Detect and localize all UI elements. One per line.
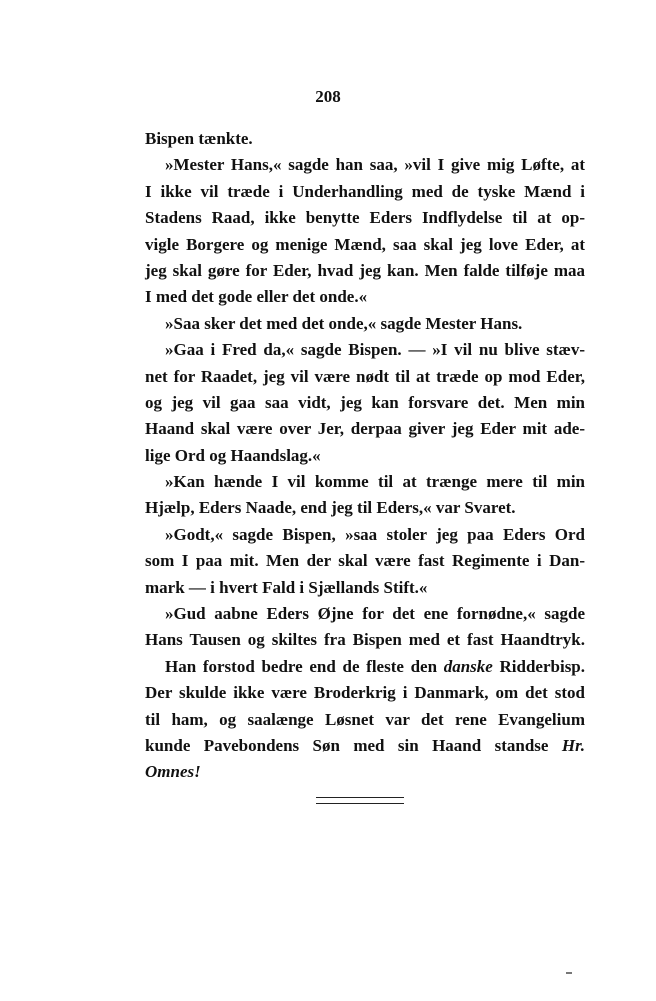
text-line — [145, 416, 585, 442]
text-line-content: som I paa mit. Men der skal være fast Regimente i Dan- — [145, 551, 585, 571]
text-line — [145, 284, 585, 310]
scan-mark — [566, 972, 572, 974]
text-line-italic: danske — [443, 656, 493, 676]
text-line — [145, 627, 585, 653]
text-line — [145, 707, 585, 733]
text-line — [145, 364, 585, 390]
text-line-content: »Kan hænde I vil komme til at trænge mere til min — [165, 472, 585, 492]
text-line-content: Hjælp, Eders Naade, end jeg til Eders,« var Svaret. — [145, 498, 516, 518]
text-line-content: og jeg vil gaa saa vidt, jeg kan forsvare det. Men min — [145, 392, 585, 412]
text-line — [145, 390, 585, 416]
text-line — [145, 232, 585, 258]
text-line-content: »Gud aabne Eders Øjne for det ene fornødne,« sagde — [165, 604, 585, 624]
text-line — [145, 575, 585, 601]
text-line — [145, 654, 585, 680]
page-number: 208 — [315, 87, 341, 106]
text-line-content: Haand skal være over Jer, derpaa giver jeg Eder mit ade- — [145, 419, 585, 439]
text-line — [145, 680, 585, 706]
text-line — [145, 311, 585, 337]
text-line-content: I med det gode eller det onde.« — [145, 287, 368, 307]
text-line — [145, 443, 585, 469]
text-line — [145, 522, 585, 548]
text-line — [145, 733, 585, 759]
text-line-content: lige Ord og Haandslag.« — [145, 445, 321, 465]
text-line-content: Han forstod bedre end de fleste den — [165, 656, 444, 676]
text-line — [145, 337, 585, 363]
text-line-italic: Omnes! — [145, 762, 201, 782]
body-text — [145, 126, 585, 786]
text-line-content: »Mester Hans,« sagde han saa, »vil I give mig Løfte, at — [165, 155, 585, 175]
text-line — [145, 495, 585, 521]
text-line — [145, 179, 585, 205]
text-line — [145, 601, 585, 627]
text-line-content: Der skulde ikke være Broderkrig i Danmark, om det stod — [145, 683, 585, 703]
text-line-italic: Hr. — [561, 735, 585, 755]
text-line-content: Bispen tænkte. — [145, 129, 253, 148]
text-line — [145, 548, 585, 574]
text-line-content: vigle Borgere og menige Mænd, saa skal jeg love Eder, at — [145, 234, 585, 254]
text-line-content: jeg skal gøre for Eder, hvad jeg kan. Men falde tilføje maa — [145, 260, 585, 280]
text-line-content: net for Raadet, jeg vil være nødt til at træde op mod Eder, — [145, 366, 585, 386]
section-divider-ornament — [316, 797, 404, 804]
text-line — [145, 258, 585, 284]
text-line-content: mark — i hvert Fald i Sjællands Stift.« — [145, 577, 428, 597]
text-line-content: Stadens Raad, ikke benytte Eders Indflydelse til at op- — [145, 208, 585, 228]
text-line-content: Ridderbisp. — [492, 656, 586, 676]
text-line-content: Hans Tausen og skiltes fra Bispen med et fast Haandtryk. — [145, 630, 585, 650]
text-line-content: I ikke vil træde i Underhandling med de tyske Mænd i — [145, 181, 585, 201]
text-line-content: kunde Pavebondens Søn med sin Haand standse — [145, 735, 562, 755]
text-line-content: til ham, og saalænge Løsnet var det rene Evangelium — [145, 709, 585, 729]
text-line — [145, 126, 585, 152]
text-line-content: »Godt,« sagde Bispen, »saa stoler jeg paa Eders Ord — [165, 524, 585, 544]
text-line-content: »Saa sker det med det onde,« sagde Mester Hans. — [165, 313, 523, 333]
text-line — [145, 469, 585, 495]
text-line-content: »Gaa i Fred da,« sagde Bispen. — »I vil nu blive stæv- — [165, 340, 585, 360]
text-line — [145, 152, 585, 178]
text-line — [145, 205, 585, 231]
text-line — [145, 759, 585, 785]
